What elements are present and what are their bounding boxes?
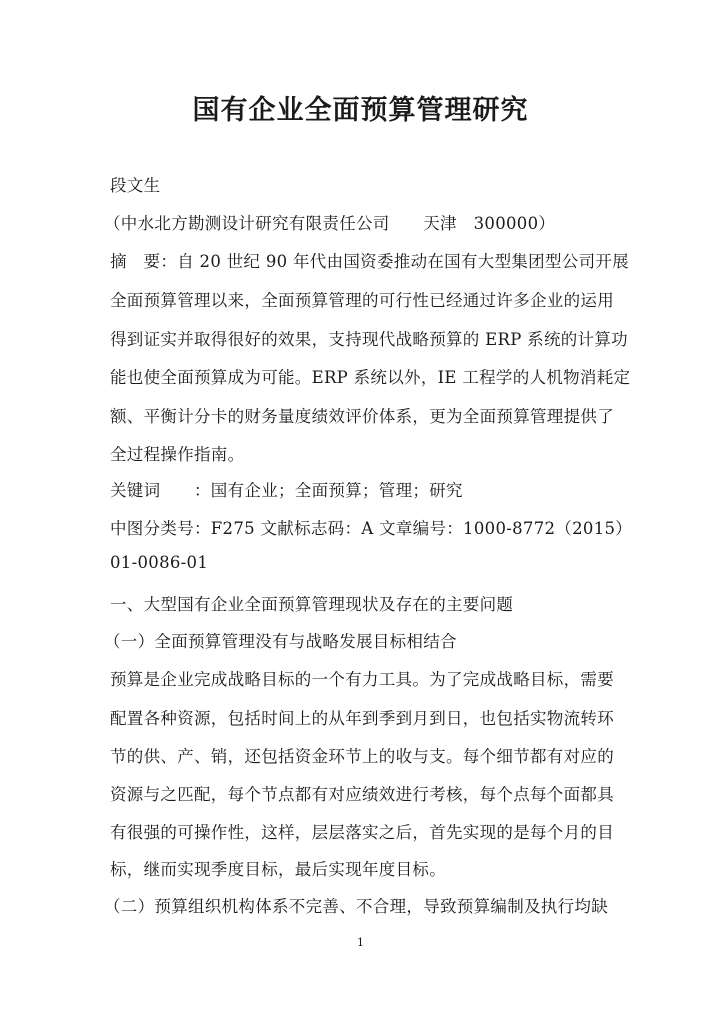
paragraph-line: 节的供、产、销，还包括资金环节上的收与支。每个细节都有对应的: [110, 747, 614, 766]
subsection-heading: （二）预算组织机构体系不完善、不合理，导致预算编制及执行均缺: [104, 897, 608, 916]
classification-line: 01-0086-01: [110, 553, 209, 572]
paragraph-line: 资源与之匹配，每个节点都有对应绩效进行考核，每个点每个面都具: [110, 785, 614, 804]
document-title: 国有企业全面预算管理研究: [192, 95, 529, 126]
abstract-line: 能也使全面预算成为可能。ERP 系统以外，IE 工程学的人机物消耗定: [110, 368, 631, 387]
abstract-line: 得到证实并取得很好的效果，支持现代战略预算的 ERP 系统的计算功: [110, 330, 628, 349]
classification-line: 中图分类号：F275 文献标志码：A 文章编号：1000-8772（2015）: [110, 519, 633, 538]
author-name: 段文生: [110, 176, 161, 195]
subsection-heading: （一）全面预算管理没有与战略发展目标相结合: [104, 632, 457, 651]
paragraph-line: 配置各种资源，包括时间上的从年到季到月到日，也包括实物流转环: [110, 709, 614, 728]
abstract-line: 全面预算管理以来，全面预算管理的可行性已经通过许多企业的运用: [110, 291, 614, 310]
paragraph-line: 标，继而实现季度目标，最后实现年度目标。: [110, 860, 446, 879]
abstract-line: 额、平衡计分卡的财务量度绩效评价体系，更为全面预算管理提供了: [110, 407, 614, 426]
page-number: 1: [357, 936, 364, 949]
abstract-line: 摘 要：自 20 世纪 90 年代由国资委推动在国有大型集团型公司开展: [110, 252, 629, 271]
section-heading: 一、大型国有企业全面预算管理现状及存在的主要问题: [110, 595, 514, 614]
paragraph-line: 有很强的可操作性，这样，层层落实之后，首先实现的是每个月的目: [110, 823, 614, 842]
author-affiliation: （中水北方勘测设计研究有限责任公司 天津 300000）: [104, 214, 556, 233]
paragraph-line: 预算是企业完成战略目标的一个有力工具。为了完成战略目标，需要: [110, 670, 614, 689]
abstract-line: 全过程操作指南。: [110, 445, 245, 464]
keywords: 关键词 ：国有企业；全面预算；管理；研究: [110, 481, 463, 500]
